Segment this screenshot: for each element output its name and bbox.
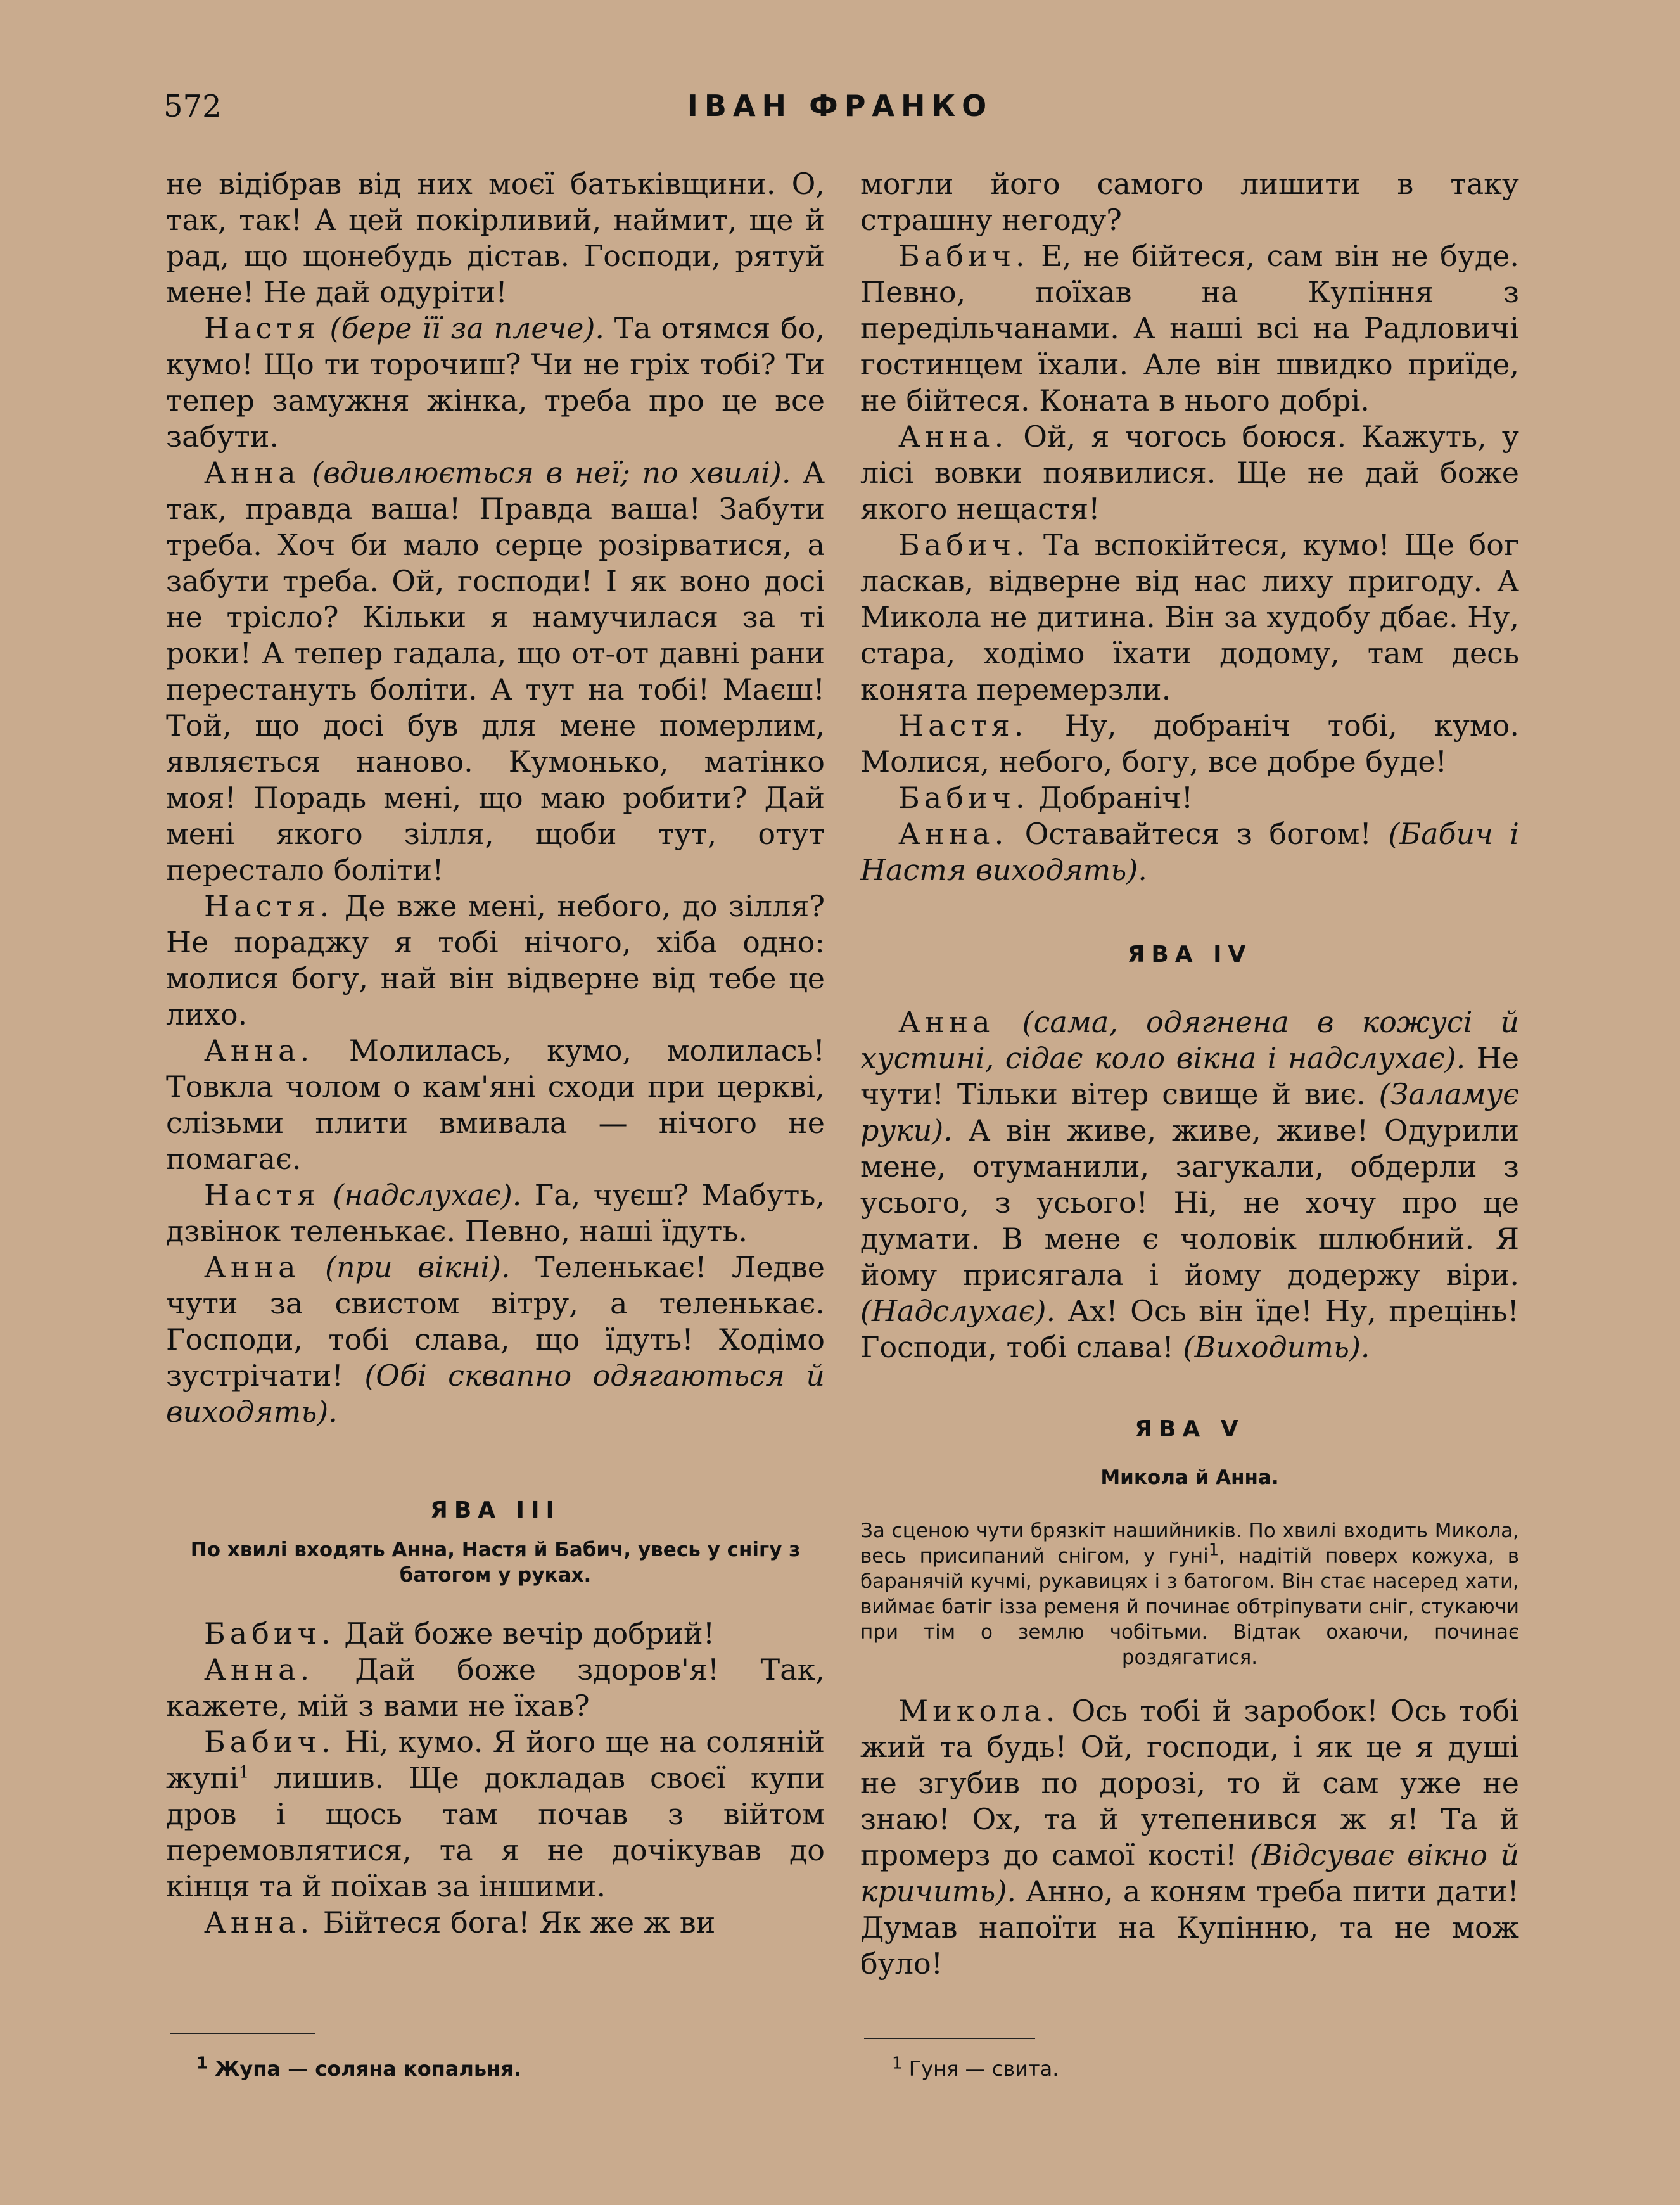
paragraph [860, 419, 1519, 527]
speech: Теленькає! Ледве чути за свистом вітру, а теленькає. Господи, тобі слава, що їдуть! Ходімо зустрічати! [166, 1250, 825, 1393]
paragraph [166, 1177, 825, 1250]
page-number: 572 [163, 89, 222, 124]
speech: Бійтеся бога! Як же ж ви [314, 1905, 716, 1940]
paragraph [860, 780, 1519, 816]
speech: Ні, кумо. Я його ще на соляній жупі [166, 1725, 825, 1795]
paragraph [166, 1250, 825, 1430]
speaker: Микола. [898, 1694, 1060, 1728]
paragraph [166, 1652, 825, 1724]
speaker: Бабич. [204, 1725, 335, 1759]
speech: Дай боже здоров'я! Так, кажете, мій з вами не їхав? [166, 1652, 825, 1723]
speaker: Анна [898, 1005, 995, 1039]
footnote-text: Жупа — соляна копальня. [208, 2057, 521, 2081]
left-column [166, 166, 825, 1941]
stage-direction: (Бабич і Настя виходять). [860, 817, 1520, 887]
speech: Ой, я чогось боюся. Кажуть, у лісі вовки появилися. Ще не дай боже якого нещастя! [860, 419, 1519, 526]
speech: Та отямся бо, кумо! Що ти торочиш? Чи не гріх тобі? Ти тепер замужня жінка, треба про це все забути. [166, 311, 825, 454]
speaker: Бабич. [898, 239, 1029, 273]
stage-text: За сценою чути брязкіт нашийників. По хвилі входить Микола, весь присипаний снігом, у гуні [860, 1519, 1519, 1568]
speech: Де вже мені, небого, до зілля? Не пораджу я тобі нічого, хіба одно: молися богу, най він відверне від тебе це лихо. [166, 889, 825, 1032]
speaker: Настя [204, 1178, 320, 1212]
right-column [860, 166, 1519, 1982]
paragraph: могли його самого лишити в таку страшну негоду? [860, 167, 1519, 237]
scene-characters: Микола й Анна. [1100, 1466, 1279, 1489]
speaker: Анна. [898, 419, 1009, 454]
speech: Анно, а коням треба пити дати! Думав напоїти на Купінню, та не мож було! [860, 1874, 1519, 1981]
paragraph [860, 816, 1519, 888]
paragraph [860, 708, 1519, 780]
stage-direction: (Відсуває вікно й кричить). [860, 1838, 1520, 1908]
paragraph [860, 238, 1519, 419]
paragraph [166, 1616, 825, 1652]
stage-direction: (при вікні). [325, 1250, 511, 1284]
stage-direction: (надслухає). [333, 1178, 522, 1212]
speaker: Анна [204, 456, 300, 490]
scene-heading: ЯВА IV [1127, 942, 1252, 968]
speaker: Анна. [204, 1652, 314, 1687]
speech: А так, правда ваша! Правда ваша! Забути треба. Хоч би мало серце розірватися, а забути треба. Ой, господи! І як воно досі не трісло? Кільки я намучилася за ті роки! А тепер гадала, що от-от давні рани перестануть боліти. А тут на тобі! Маєш! Той, що досі був для мене померлим, являється наново. Кумонько, матінко моя! Порадь мені, що маю робити? Дай мені якого зілля, щоби тут, отут перестало боліти! [166, 456, 825, 887]
speaker: Бабич. [898, 781, 1029, 815]
scene-stage-direction [860, 1518, 1519, 1670]
paragraph [166, 455, 825, 888]
speaker: Анна [204, 1250, 300, 1284]
speech: Не чути! Тільки вітер свище й виє. [860, 1041, 1519, 1111]
speech: Добраніч! [1029, 781, 1193, 815]
scene-heading: ЯВА V [1135, 1416, 1245, 1442]
speech: А він живе, живе, живе! Одурили мене, отуманили, загукали, обдерли з усього, з усього! Ні, не хочу про це думати. В мене є чоловік шлюбний. Я йому присягала і йому додержу віри. [860, 1113, 1519, 1292]
speaker: Бабич. [204, 1616, 335, 1651]
speaker: Настя [204, 311, 320, 345]
paragraph [166, 1905, 825, 1941]
speech: Е, не бійтеся, сам він не буде. Певно, поїхав на Купіння з передільчанами. А наші всі на Радловичі гостинцем їхали. Але він швидко приїде, не бійтеся. Коната в нього добрі. [860, 239, 1519, 418]
stage-direction: (вдивлюється в неї; по хвилі). [312, 456, 791, 490]
stage-direction: (бере її за плече). [329, 311, 605, 345]
scene-stage-direction: По хвилі входять Анна, Настя й Бабич, увесь у снігу з батогом у руках. [190, 1538, 801, 1587]
footnote-ref: 1 [1208, 1540, 1219, 1560]
speaker: Анна. [204, 1033, 314, 1068]
stage-direction: (Надслухає). [860, 1294, 1056, 1328]
footnote-mark: 1 [196, 2054, 208, 2073]
speaker: Настя. [204, 889, 334, 923]
paragraph [166, 888, 825, 1033]
footnote-ref: 1 [238, 1763, 250, 1782]
speaker: Анна. [898, 817, 1009, 851]
footnote-rule [864, 2038, 1035, 2039]
paragraph [166, 1724, 825, 1905]
paragraph [860, 527, 1519, 708]
paragraph [166, 1033, 825, 1177]
speech: Оставайтеся з богом! [1008, 817, 1371, 851]
speech: Та вспокійтеся, кумо! Ще бог ласкав, відверне від нас лиху пригоду. А Микола не дитина. Він за худобу дбає. Ну, стара, ходімо їхати додому, там десь конята перемерзли. [860, 528, 1519, 706]
speaker: Настя. [898, 708, 1028, 743]
speaker: Анна. [204, 1905, 314, 1940]
speech: Молилась, кумо, молилась! Товкла чолом о кам'яні сходи при церкві, слізьми плити вмивала — нічого не помагає. [166, 1033, 825, 1176]
stage-direction: (Обі сквапно одягаються й виходять). [166, 1358, 825, 1429]
speech: Ах! Ось він їде! Ну, прецінь! Господи, тобі слава! [860, 1294, 1519, 1364]
scene-heading: ЯВА III [430, 1497, 561, 1523]
footnote-rule [170, 2033, 315, 2034]
speech: Дай боже вечір добрий! [334, 1616, 715, 1651]
stage-direction: (сама, одягнена в кожусі й хустині, сідає коло вікна і надслухає). [860, 1005, 1519, 1075]
stage-direction: (Виходить). [1183, 1330, 1370, 1364]
footnote-mark: 1 [892, 2054, 903, 2073]
footnote [196, 2054, 521, 2081]
speaker: Бабич. [898, 528, 1029, 562]
speech: Ось тобі й заробок! Ось тобі жий та будь! Ой, господи, і як це я душі не згубив по дорозі, то й сам уже не знаю! Ох, та й утепенився ж я! Та й промерз до самої кості! [860, 1694, 1519, 1872]
speech: Ну, добраніч тобі, кумо. Молися, небого, богу, все добре буде! [860, 708, 1519, 779]
paragraph [860, 1004, 1519, 1365]
footnote-text: Гуня — свита. [902, 2057, 1059, 2081]
paragraph [860, 1693, 1519, 1982]
speech: Га, чуєш? Мабуть, дзвінок теленькає. Певно, наші їдуть. [166, 1178, 825, 1248]
footnote [892, 2054, 1059, 2081]
stage-direction: (Заламує руки). [860, 1077, 1519, 1147]
running-head: ІВАН ФРАНКО [687, 89, 993, 123]
speech: лишив. Ще докладав своєї купи дров і щось там почав з війтом перемовлятися, та я не дочікував до кінця та й поїхав за іншими. [166, 1761, 825, 1903]
stage-text: , надітій поверх кожуха, в баранячій кучмі, рукавицях і з батогом. Він стає насеред хати, виймає батіг ізза ременя й починає обтріпувати сніг, стукаючи при тім о землю чобітьми. Відтак охаючи, починає роздягатися. [860, 1545, 1519, 1669]
paragraph: не відібрав від них моєї батьківщини. О, так, так! А цей покірливий, наймит, ще й рад, що щонебудь дістав. Господи, рятуй мене! Не дай одуріти! [166, 167, 825, 309]
paragraph [166, 310, 825, 455]
